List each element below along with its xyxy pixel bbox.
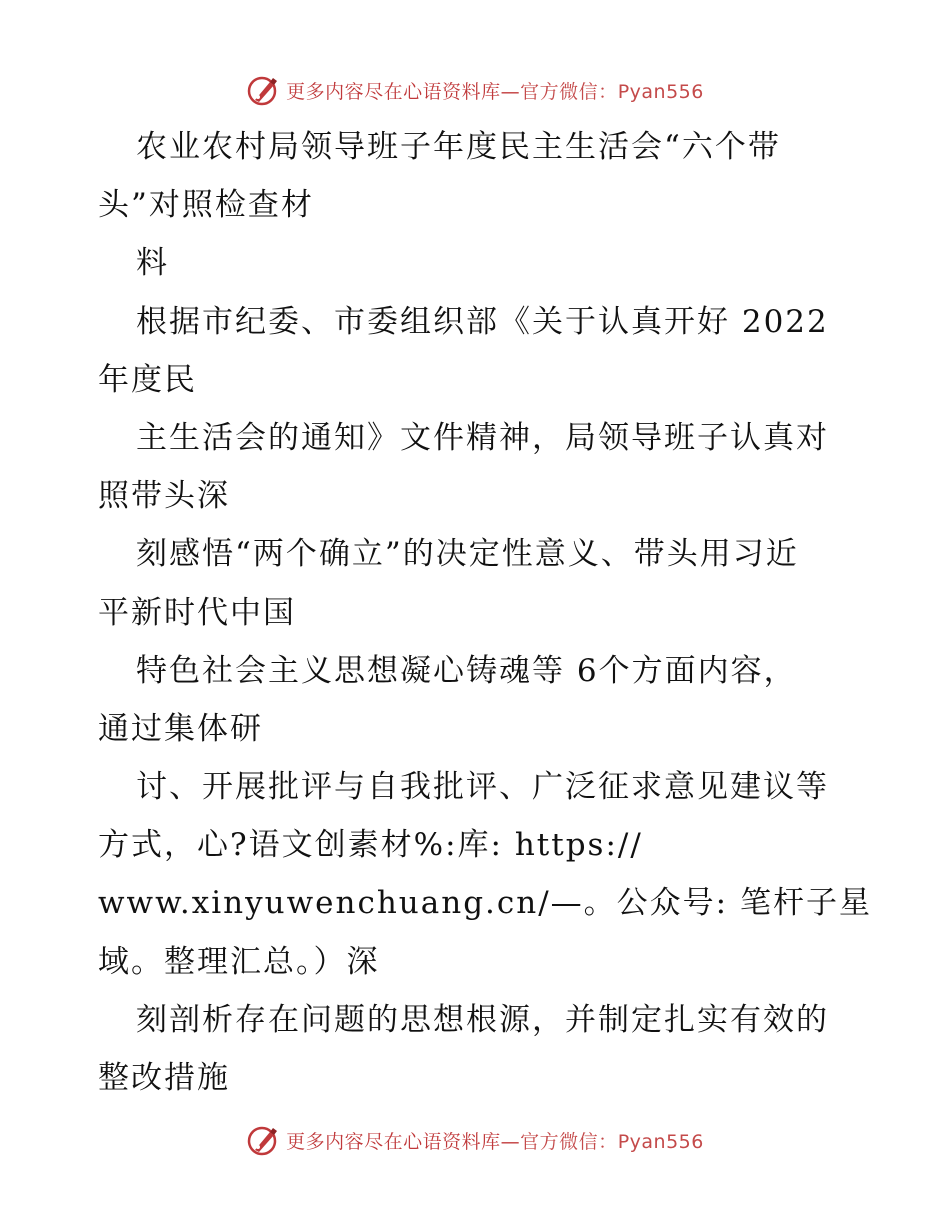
doc-line: 方式，心?语文创素材%:库: https://	[98, 827, 643, 864]
pen-logo-icon	[246, 1123, 280, 1157]
doc-line: 照带头深	[98, 478, 230, 515]
doc-line: 年度民	[98, 361, 197, 398]
doc-line: 刻感悟“两个确立”的决定性意义、带头用习近	[136, 536, 799, 573]
watermark-wechat-account: Pyan556	[617, 80, 704, 103]
watermark-site-text: 更多内容尽在心语资料库	[286, 80, 501, 103]
doc-line: 特色社会主义思想凝心铸魂等 6个方面内容，	[136, 652, 797, 689]
doc-line: 通过集体研	[98, 710, 263, 747]
doc-line-title-1: 农业农村局领导班子年度民主生活会“六个带	[136, 129, 781, 165]
doc-line: 根据市纪委、市委组织部《关于认真开好 2022	[136, 303, 829, 340]
doc-line: 刻剖析存在问题的思想根源，并制定扎实有效的	[136, 1001, 829, 1038]
watermark-wechat-account: Pyan556	[617, 1130, 704, 1153]
doc-line: 讨、开展批评与自我批评、广泛征求意见建议等	[136, 769, 829, 806]
watermark-wechat-label: 官方微信：	[520, 80, 618, 103]
watermark-site-text: 更多内容尽在心语资料库	[286, 1130, 501, 1153]
doc-line-title-2: 头”对照检查材	[98, 187, 314, 224]
doc-line: 整改措施	[98, 1060, 230, 1096]
doc-line: 主生活会的通知》文件精神，局领导班子认真对	[136, 419, 829, 456]
watermark-separator: —	[500, 80, 521, 103]
document-body	[98, 118, 872, 1107]
doc-line: 平新时代中国	[98, 594, 296, 631]
watermark-header	[0, 70, 950, 110]
pen-logo-icon	[246, 73, 280, 107]
watermark-footer	[0, 1120, 950, 1160]
doc-line-title-3: 料	[136, 245, 169, 282]
watermark-wechat-label: 官方微信：	[520, 1130, 618, 1153]
doc-line: 域。整理汇总。）深	[98, 943, 380, 980]
watermark-separator: —	[500, 1130, 521, 1153]
doc-line: www.xinyuwenchuang.cn/—。公众号: 笔杆子星	[98, 885, 872, 922]
